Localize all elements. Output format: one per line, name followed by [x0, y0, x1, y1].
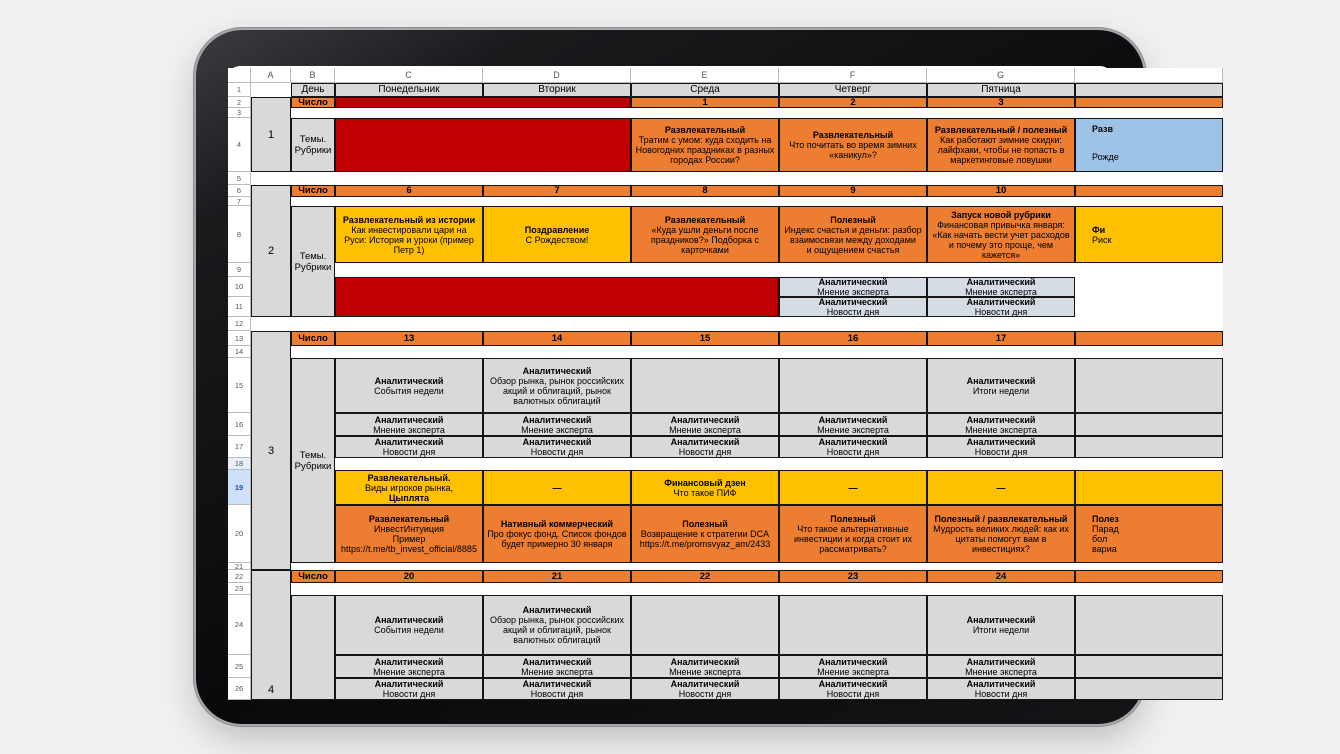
cell-week3-expert-tue[interactable] [483, 413, 631, 436]
cell-title: Аналитический [670, 437, 740, 447]
cell-title: Аналитический [966, 277, 1036, 287]
cell-body: Возвращение к стратегии DCA https://t.me/promsvyaz_am/2433 [639, 529, 771, 549]
row-header-6[interactable]: 6 [228, 185, 251, 197]
cell-body: Финансовая привычка января: «Как начать вести учет расходов и почему это проще, чем кажется» [932, 219, 1070, 260]
cell-week4-news-wed[interactable] [631, 678, 779, 700]
cell-body: Как инвестировали цари на Руси: История и уроки (пример Петр 1) [344, 224, 474, 255]
cell-week3-news-mon[interactable] [335, 436, 483, 458]
cell-title: Аналитический [522, 605, 592, 615]
cell-week2-date-label[interactable]: Число [291, 185, 335, 197]
cell-body: Новости дня [678, 689, 732, 699]
dash: — [848, 482, 858, 493]
row-header-3[interactable]: 3 [228, 108, 251, 118]
cell-week4-date-tue[interactable]: 21 [483, 570, 631, 583]
cell-week2-number[interactable]: 2 [251, 185, 291, 317]
cell-body: Мнение эксперта [965, 424, 1037, 435]
cell-week4-expert-tue[interactable] [483, 655, 631, 678]
cell-week4-date-thu[interactable]: 23 [779, 570, 927, 583]
cell-week1-themes-label[interactable] [291, 118, 335, 172]
cell-body: Обзор рынка, рынок российских акций и облигаций, рынок валютных облигаций [490, 615, 624, 645]
cell-title: Аналитический [966, 297, 1036, 307]
cell-body: Новости дня [678, 447, 732, 457]
cell-body: Новости дня [826, 447, 880, 457]
cell-title: Полезный [830, 514, 876, 524]
cell-body: Что почитать во время зимних «каникул»? [789, 140, 917, 160]
cell-day-wednesday[interactable]: Среда [631, 83, 779, 97]
cell-week3-review-sat-clipped[interactable] [1075, 358, 1223, 413]
row-header-23[interactable]: 23 [228, 583, 251, 595]
cell-week2-topic-wed[interactable] [631, 206, 779, 263]
cell-day-monday[interactable]: Понедельник [335, 83, 483, 97]
cell-body: Мнение эксперта [965, 287, 1037, 297]
themes-line1: Темы. [299, 449, 327, 461]
cell-title: Аналитический [522, 679, 592, 689]
cell-body: С Рождеством! [525, 234, 589, 245]
cell-week3-themes-label[interactable] [291, 358, 335, 563]
cell-week3-news-fri[interactable] [927, 436, 1075, 458]
themes-line2: Рубрики [294, 460, 332, 472]
cell-title: Аналитический [374, 679, 444, 689]
cell-title: Аналитический [374, 437, 444, 447]
themes-line1: Темы. [299, 250, 327, 262]
cell-week2-topic-tue[interactable] [483, 206, 631, 263]
cell-body: Виды игроков рынка, [365, 482, 453, 493]
cell-body: События недели [374, 385, 444, 396]
cell-body: Индекс счастья и деньги: разбор взаимосвязи между доходами и ощущением счастья [784, 224, 922, 255]
cell-body: Итоги недели [972, 385, 1030, 396]
cell-week3-news-sat-clipped[interactable] [1075, 436, 1223, 458]
cell-week1-date-wed[interactable]: 1 [631, 97, 779, 108]
cell-title: Аналитический [374, 414, 444, 425]
cell-week3-expert-wed[interactable] [631, 413, 779, 436]
cell-body: Мнение эксперта [817, 666, 889, 677]
cell-body: Мнение эксперта [373, 666, 445, 677]
cell-title: Аналитический [818, 656, 888, 667]
cell-title: Развлекательный [368, 514, 450, 524]
cell-week1-date-sat-clipped[interactable] [1075, 97, 1223, 108]
cell-title: Развлекательный / полезный [934, 125, 1068, 135]
cell-title: Развлекательный [664, 214, 746, 225]
cell-week3-date-tue[interactable]: 14 [483, 331, 631, 346]
cell-title: Аналитический [670, 656, 740, 667]
row-header-18[interactable]: 18 [228, 458, 251, 470]
cell-week3-date-fri[interactable]: 17 [927, 331, 1075, 346]
cell-week1-topic-sat-clipped[interactable] [1075, 118, 1223, 172]
cell-body: «Куда ушли деньги после праздников?» Подборка с карточками [650, 224, 760, 255]
cell-week2-date-thu[interactable]: 9 [779, 185, 927, 197]
col-header-d[interactable]: D [483, 68, 631, 83]
cell-week3-number[interactable]: 3 [251, 331, 291, 570]
cell-body: Новости дня [826, 689, 880, 699]
cell-title: Аналитический [374, 656, 444, 667]
cell-week4-date-sat-clipped[interactable] [1075, 570, 1223, 583]
cell-body: Мнение эксперта [521, 424, 593, 435]
cell-title: Аналитический [818, 277, 888, 287]
cell-body: Рожде [1092, 152, 1119, 162]
cell-week4-date-label[interactable]: Число [291, 570, 335, 583]
cell-day-tuesday[interactable]: Вторник [483, 83, 631, 97]
col-header-b[interactable]: B [291, 68, 335, 83]
cell-week2-news-fri[interactable] [927, 297, 1075, 317]
cell-title: Развлекательный [812, 130, 894, 140]
row-header-2[interactable]: 2 [228, 97, 251, 108]
cell-body: Про фокус фонд. Список фондов будет примерно 30 января [487, 529, 627, 549]
cell-week4-news-tue[interactable] [483, 678, 631, 700]
cell-title: Запуск новой рубрики [951, 209, 1051, 220]
cell-week3-news-thu[interactable] [779, 436, 927, 458]
cell-week3-date-label[interactable]: Число [291, 331, 335, 346]
cell-day-thursday[interactable]: Четверг [779, 83, 927, 97]
cell-day-saturday-clipped[interactable] [1075, 83, 1223, 97]
cell-title: Аналитический [818, 414, 888, 425]
cell-week3-date-sat-clipped[interactable] [1075, 331, 1223, 346]
cell-week3-useful-fri[interactable] [927, 505, 1075, 563]
cell-body: Мнение эксперта [521, 666, 593, 677]
cell-body: Новости дня [974, 307, 1028, 317]
tablet-screen [228, 66, 1119, 699]
cell-title: Полезный [682, 519, 728, 529]
cell-week3-fun-thu-dash[interactable] [779, 470, 927, 505]
col-header-e[interactable]: E [631, 68, 779, 83]
cell-body: Итоги недели [972, 625, 1030, 635]
cell-week3-useful-mon[interactable] [335, 505, 483, 563]
cell-week4-news-mon[interactable] [335, 678, 483, 700]
cell-week3-fun-sat-clipped[interactable] [1075, 470, 1223, 505]
cell-week2-topic-sat-clipped[interactable] [1075, 206, 1223, 263]
cell-title: Финансовый дзен [664, 477, 746, 488]
cell-week4-themes-label-clipped[interactable] [291, 595, 335, 700]
row-header-24[interactable]: 24 [228, 595, 251, 655]
row-header-4[interactable]: 4 [228, 118, 251, 172]
cell-body: Новости дня [826, 307, 880, 317]
cell-week1-date-label[interactable]: Число [291, 97, 335, 108]
cell-body: Обзор рынка, рынок российских акций и облигаций, рынок валютных облигаций [490, 375, 624, 406]
cell-week2-date-tue[interactable]: 7 [483, 185, 631, 197]
cell-week4-review-tue[interactable] [483, 595, 631, 655]
cell-week1-number[interactable]: 1 [251, 97, 291, 172]
cell-body: События недели [374, 625, 444, 635]
cell-week2-news-thu[interactable] [779, 297, 927, 317]
cell-week1-topic-thu[interactable] [779, 118, 927, 172]
cell-week2-mon-wed-blocked[interactable] [335, 277, 779, 317]
row-header-16[interactable]: 16 [228, 413, 251, 436]
cell-week2-topic-mon[interactable] [335, 206, 483, 263]
cell-week1-topic-wed[interactable] [631, 118, 779, 172]
cell-week4-news-thu[interactable] [779, 678, 927, 700]
cell-body: Новости дня [530, 447, 584, 457]
cell-title: Аналитический [670, 679, 740, 689]
cell-title: Аналитический [966, 679, 1036, 689]
cell-week3-review-fri[interactable] [927, 358, 1075, 413]
cell-week4-date-wed[interactable]: 22 [631, 570, 779, 583]
themes-line2: Рубрики [294, 145, 332, 156]
themes-line1: Темы. [299, 134, 327, 145]
cell-week3-review-wed-empty[interactable] [631, 358, 779, 413]
cell-week4-expert-sat-clipped[interactable] [1075, 655, 1223, 678]
cell-week4-news-fri[interactable] [927, 678, 1075, 700]
cell-week4-review-wed-empty[interactable] [631, 595, 779, 655]
cell-week1-date-fri[interactable]: 3 [927, 97, 1075, 108]
row-header-10[interactable]: 10 [228, 277, 251, 297]
cell-title: Развлекательный из истории [342, 214, 476, 225]
cell-week2-date-sat-clipped[interactable] [1075, 185, 1223, 197]
row-header-9[interactable]: 9 [228, 263, 251, 277]
cell-week1-topic-mon-tue-blocked[interactable] [335, 118, 631, 172]
cell-title: Аналитический [966, 437, 1036, 447]
cell-body: Что такое ПИФ [673, 487, 737, 498]
cell-title: Аналитический [522, 414, 592, 425]
cell-week4-review-sat-clipped[interactable] [1075, 595, 1223, 655]
cell-title: Развлекательный. [367, 472, 451, 483]
row-header-7[interactable]: 7 [228, 197, 251, 206]
cell-week2-date-fri[interactable]: 10 [927, 185, 1075, 197]
cell-week3-useful-thu[interactable] [779, 505, 927, 563]
cell-title: Аналитический [966, 375, 1036, 386]
cell-week1-date-thu[interactable]: 2 [779, 97, 927, 108]
spreadsheet [228, 68, 1223, 700]
cell-week3-news-tue[interactable] [483, 436, 631, 458]
themes-line2: Рубрики [294, 261, 332, 273]
cell-body: Мнение эксперта [817, 287, 889, 297]
cell-title: Аналитический [522, 365, 592, 376]
cell-body: Мудрость великих людей: как их цитаты помогут вам в инвестициях? [933, 524, 1069, 554]
cell-week2-date-wed[interactable]: 8 [631, 185, 779, 197]
cell-title: Аналитический [818, 437, 888, 447]
col-header-f[interactable]: F [779, 68, 927, 83]
cell-body: Мнение эксперта [817, 424, 889, 435]
cell-body: Мнение эксперта [669, 424, 741, 435]
cell-body: Мнение эксперта [373, 424, 445, 435]
cell-title: Разв [1092, 124, 1114, 134]
row-header-12[interactable]: 12 [228, 317, 251, 331]
col-header-h[interactable] [1075, 68, 1223, 83]
cell-week3-fun-fri-dash[interactable] [927, 470, 1075, 505]
cell-week4-expert-thu[interactable] [779, 655, 927, 678]
corner-select-all-cell[interactable] [228, 68, 251, 83]
cell-day-friday[interactable]: Пятница [927, 83, 1075, 97]
cell-title: Фи [1092, 224, 1106, 235]
cell-body: ИнвестИнтуиция Пример https://t.me/tb_invest_official/8885 [341, 524, 477, 554]
row-header-11[interactable]: 11 [228, 297, 251, 317]
cell-week2-expert-thu[interactable] [779, 277, 927, 297]
cell-week4-date-fri[interactable]: 24 [927, 570, 1075, 583]
cell-title: Аналитический [818, 679, 888, 689]
cell-title: Поздравление [524, 224, 590, 235]
row-header-20[interactable]: 20 [228, 505, 251, 563]
cell-week4-expert-wed[interactable] [631, 655, 779, 678]
cell-title: Аналитический [374, 375, 444, 386]
cell-body: Новости дня [974, 447, 1028, 457]
cell-body: Как работают зимние скидки: лайфхаки, чтобы не попасть в маркетинговые ловушки [937, 135, 1065, 165]
cell-title: Аналитический [522, 437, 592, 447]
cell-body: Что такое альтернативные инвестиции и когда стоит их рассматривать? [794, 524, 912, 554]
cell-week3-review-thu-empty[interactable] [779, 358, 927, 413]
cell-week3-news-wed[interactable] [631, 436, 779, 458]
cell-week3-expert-sat-clipped[interactable] [1075, 413, 1223, 436]
cell-week2-date-mon[interactable]: 6 [335, 185, 483, 197]
cell-week4-review-mon[interactable] [335, 595, 483, 655]
cell-title: Аналитический [522, 656, 592, 667]
cell-body: Мнение эксперта [669, 666, 741, 677]
cell-title: Аналитический [374, 615, 444, 625]
row-header-13[interactable]: 13 [228, 331, 251, 346]
row-header-8[interactable]: 8 [228, 206, 251, 263]
cell-week4-number[interactable]: 4 [251, 570, 291, 700]
cell-body: Новости дня [974, 689, 1028, 699]
row-header-1[interactable]: 1 [228, 83, 251, 97]
cell-week3-useful-wed[interactable] [631, 505, 779, 563]
cell-week4-expert-fri[interactable] [927, 655, 1075, 678]
cell-title: Аналитический [670, 414, 740, 425]
cell-title: Аналитический [966, 656, 1036, 667]
cell-week3-date-thu[interactable]: 16 [779, 331, 927, 346]
cell-week1-topic-fri[interactable] [927, 118, 1075, 172]
col-header-g[interactable]: G [927, 68, 1075, 83]
col-header-a[interactable]: A [251, 68, 291, 83]
row-header-15[interactable]: 15 [228, 358, 251, 413]
cell-body: Мнение эксперта [965, 666, 1037, 677]
col-header-c[interactable]: C [335, 68, 483, 83]
cell-body: Новости дня [530, 689, 584, 699]
cell-body-bold: Цыплята [388, 492, 430, 503]
cell-week4-review-thu-empty[interactable] [779, 595, 927, 655]
dash: — [996, 482, 1006, 493]
cell-week3-review-mon[interactable] [335, 358, 483, 413]
cell-week4-review-fri[interactable] [927, 595, 1075, 655]
cell-week3-fun-mon[interactable] [335, 470, 483, 505]
row-header-26[interactable]: 26 [228, 678, 251, 700]
cell-week3-date-mon[interactable]: 13 [335, 331, 483, 346]
row-header-25[interactable]: 25 [228, 655, 251, 678]
cell-body: Новости дня [382, 689, 436, 699]
cell-title: Аналитический [818, 297, 888, 307]
cell-week1-dates-mon-tue-blocked[interactable] [335, 97, 631, 108]
cell-title: Развлекательный [664, 125, 746, 135]
tablet-frame [196, 30, 1144, 724]
dash: — [552, 482, 562, 493]
cell-week4-date-mon[interactable]: 20 [335, 570, 483, 583]
cell-week2-topic-thu[interactable] [779, 206, 927, 263]
cell-week4-expert-mon[interactable] [335, 655, 483, 678]
cell-body: Новости дня [382, 447, 436, 457]
cell-week4-news-sat-clipped[interactable] [1075, 678, 1223, 700]
cell-title: Аналитический [966, 615, 1036, 625]
cell-week3-useful-sat-clipped[interactable] [1075, 505, 1223, 563]
cell-title: Полез [1092, 514, 1119, 524]
cell-week2-themes-label[interactable] [291, 206, 335, 317]
cell-title: Полезный / развлекательный [934, 514, 1068, 524]
cell-title: Нативный коммерческий [500, 519, 614, 529]
row-header-21[interactable]: 21 [228, 563, 251, 570]
cell-week3-useful-tue[interactable] [483, 505, 631, 563]
row-header-5[interactable]: 5 [228, 172, 251, 185]
cell-day-label[interactable]: День [291, 83, 335, 97]
cell-week3-expert-fri[interactable] [927, 413, 1075, 436]
cell-body: Риск [1092, 234, 1112, 245]
row-header-19-selected[interactable]: 19 [228, 470, 251, 505]
cell-week3-expert-thu[interactable] [779, 413, 927, 436]
cell-title: Аналитический [966, 414, 1036, 425]
row-header-14[interactable]: 14 [228, 346, 251, 358]
cell-week3-review-tue[interactable] [483, 358, 631, 413]
cell-title: Полезный [830, 214, 876, 225]
row-header-17[interactable]: 17 [228, 436, 251, 458]
cell-week3-fun-tue-dash[interactable] [483, 470, 631, 505]
cell-week3-date-wed[interactable]: 15 [631, 331, 779, 346]
cell-week2-topic-fri[interactable] [927, 206, 1075, 263]
cell-week3-fun-wed[interactable] [631, 470, 779, 505]
row-header-22[interactable]: 22 [228, 570, 251, 583]
cell-week2-expert-fri[interactable] [927, 277, 1075, 297]
cell-body: Парад бол вариа [1092, 524, 1119, 554]
cell-body: Тратим с умом: куда сходить на Новогодних праздниках в разных городах России? [635, 135, 775, 165]
cell-week3-expert-mon[interactable] [335, 413, 483, 436]
